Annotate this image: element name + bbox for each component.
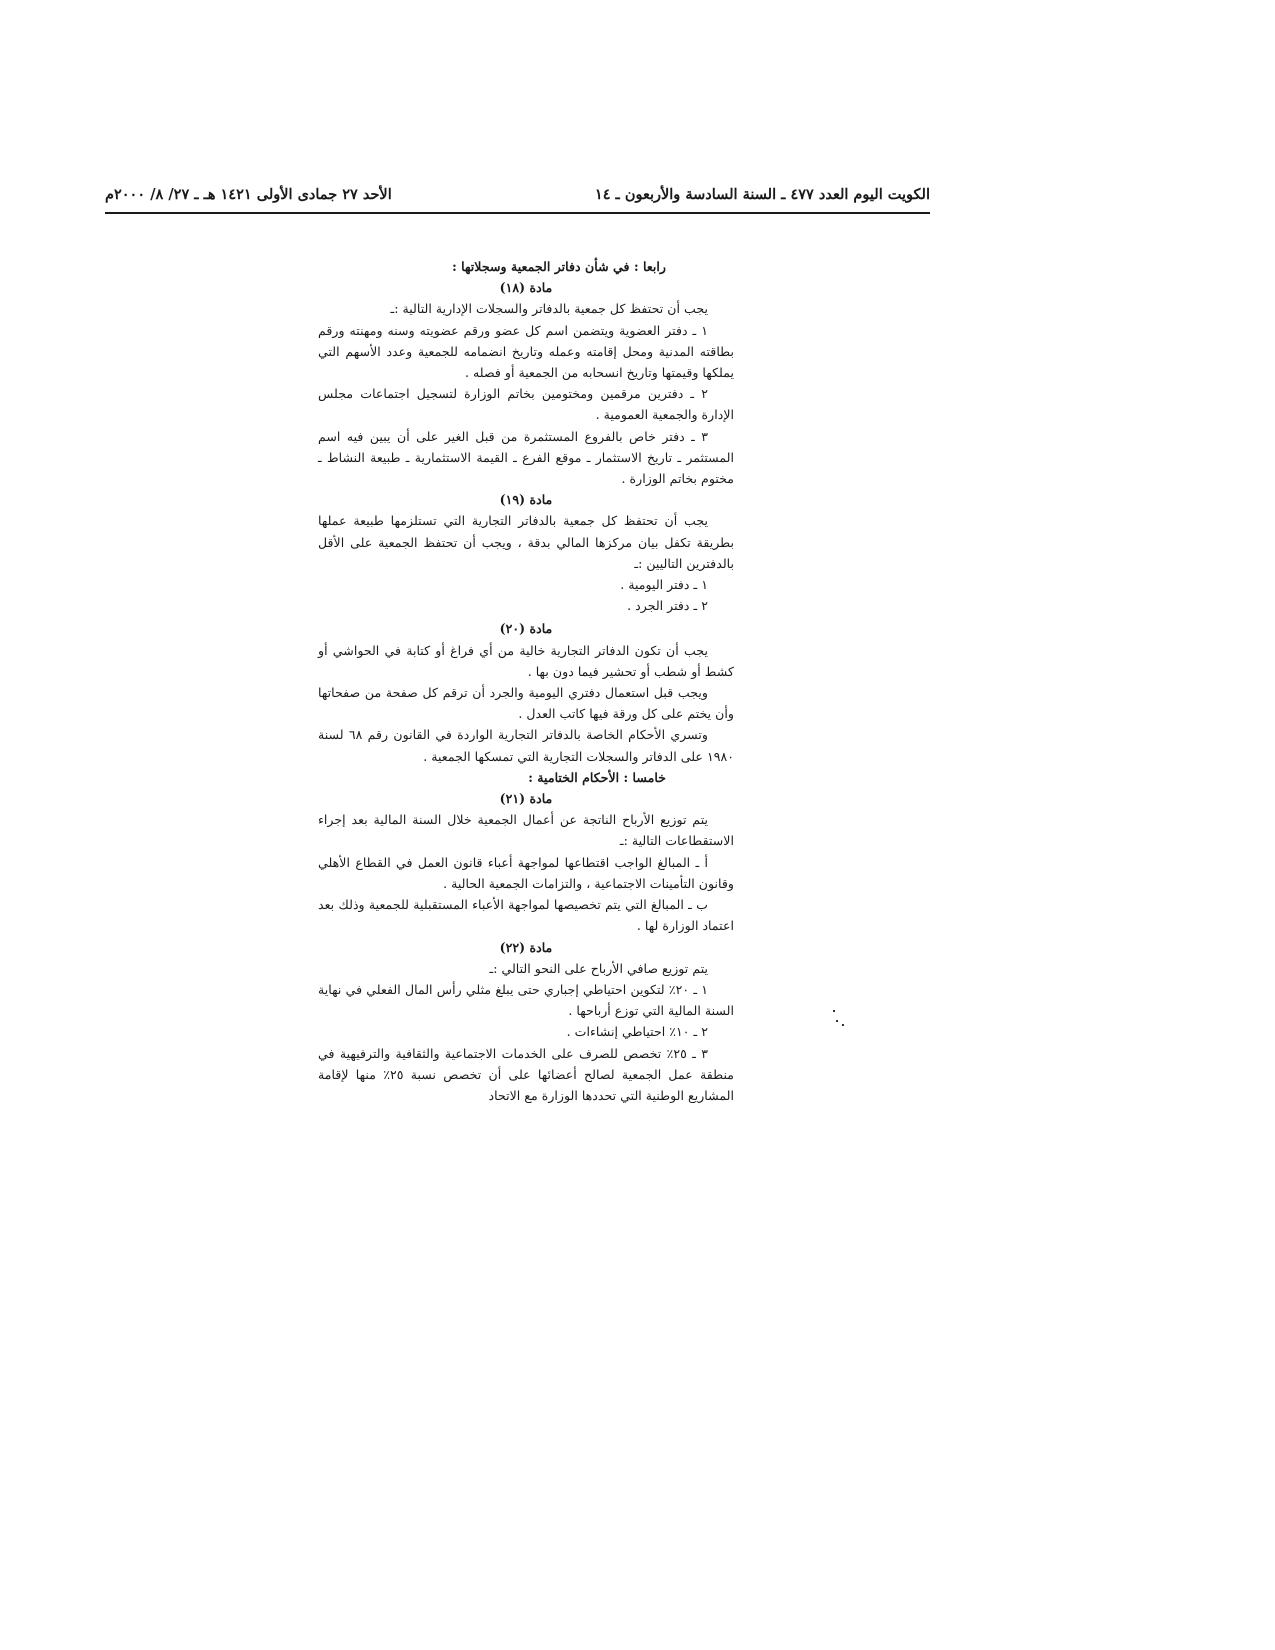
gazette-date: الأحد ٢٧ جمادى الأولى ١٤٢١ هـ ـ ٢٧/ ٨/ ٢٠٠٠م	[105, 186, 392, 203]
scan-speck	[842, 1024, 844, 1026]
article-21-title: مادة (٢١)	[499, 791, 553, 807]
article-21-item-b: ب ـ المبالغ التي يتم تخصيصها لمواجهة الأعباء المستقبلية للجمعية وذلك بعد اعتماد الوزارة لها .	[318, 897, 734, 934]
header-rule	[105, 212, 930, 214]
article-19-intro: يجب أن تحتفظ كل جمعية بالدفاتر التجارية التي تستلزمها طبيعة عملها بطريقة تكفل بيان مركزها المالي بدقة ، ويجب أن تحتفظ الجمعية على الأقل بالدفترين التاليين :ـ	[318, 513, 734, 571]
article-20-para-2: ويجب قبل استعمال دفتري اليومية والجرد أن ترقم كل صفحة من صفحاتها وأن يختم على كل ورقة فيها كاتب العدل .	[318, 685, 734, 722]
article-20-title: مادة (٢٠)	[499, 621, 553, 637]
article-22-item-2: ٢ ـ ١٠٪ احتياطي إنشاءات .	[566, 1024, 708, 1040]
article-22-item-3: ٣ ـ ٢٥٪ تخصص للصرف على الخدمات الاجتماعية والثقافية والترفيهية في منطقة عمل الجمعية لصالح أعضائها على أن تخصص نسبة ٢٥٪ منها لإقامة المشاريع الوطنية التي تحددها الوزارة مع الاتحاد	[318, 1045, 735, 1103]
article-19-item-2: ٢ ـ دفتر الجرد .	[627, 598, 708, 614]
article-20-para-1: يجب أن تكون الدفاتر التجارية خالية من أي فراغ أو كتابة في الحواشي أو كشط أو شطب أو تحشير فيما دون بها .	[318, 642, 734, 679]
article-19-title: مادة (١٩)	[499, 492, 553, 508]
scan-speck	[836, 1020, 838, 1022]
article-19-item-1: ١ ـ دفتر اليومية .	[620, 577, 708, 593]
article-20-para-3: وتسري الأحكام الخاصة بالدفاتر التجارية الواردة في القانون رقم ٦٨ لسنة ١٩٨٠ على الدفاتر والسجلات التجارية التي تمسكها الجمعية .	[318, 727, 734, 764]
article-18-item-3: ٣ ـ دفتر خاص بالفروع المستثمرة من قبل الغير على أن يبين فيه اسم المستثمر ـ تاريخ الاستثمار ـ موقع الفرع ـ القيمة الاستثمارية ـ طبيعة النشاط ـ مختوم بخاتم الوزارة .	[318, 428, 734, 487]
article-18-item-1: ١ ـ دفتر العضوية ويتضمن اسم كل عضو ورقم عضويته وسنه ومهنته ورقم بطاقته المدنية ومحل إقامته وعمله وتاريخ انضمامه للجمعية وعدد الأسهم التي يملكها وقيمتها وتاريخ انسحابه من الجمعية أو فصله .	[318, 322, 734, 381]
scan-speck	[833, 1010, 835, 1012]
article-21-item-a: أ ـ المبالغ الواجب اقتطاعها لمواجهة أعباء قانون العمل في القطاع الأهلي وقانون التأمينات الاجتماعية ، والتزامات الجمعية الحالية .	[318, 854, 734, 891]
article-18-title: مادة (١٨)	[499, 280, 553, 296]
section-heading-fifth: خامسا : الأحكام الختامية :	[528, 769, 666, 785]
article-21-intro: يتم توزيع الأرباح الناتجة عن أعمال الجمعية خلال السنة المالية بعد إجراء الاستقطاعات التالية :ـ	[318, 812, 734, 849]
article-18-item-2: ٢ ـ دفترين مرقمين ومختومين بخاتم الوزارة لتسجيل اجتماعات مجلس الإدارة والجمعية العمومية .	[318, 386, 734, 423]
article-22-intro: يتم توزيع صافي الأرباح على النحو التالي :ـ	[489, 960, 708, 976]
article-22-title: مادة (٢٢)	[499, 939, 553, 955]
article-22-item-1: ١ ـ ٢٠٪ لتكوين احتياطي إجباري حتى يبلغ مثلي رأس المال الفعلي في نهاية السنة المالية التي توزع أرباحها .	[318, 981, 734, 1019]
article-18-intro: يجب أن تحتفظ كل جمعية بالدفاتر والسجلات الإدارية التالية :ـ	[390, 301, 708, 317]
gazette-issue-info: الكويت اليوم العدد ٤٧٧ ـ السنة السادسة والأربعون ـ ١٤	[594, 186, 930, 203]
page-header	[105, 186, 930, 214]
section-heading-fourth: رابعا : في شأن دفاتر الجمعية وسجلاتها :	[452, 259, 666, 274]
body-column	[318, 256, 734, 1106]
